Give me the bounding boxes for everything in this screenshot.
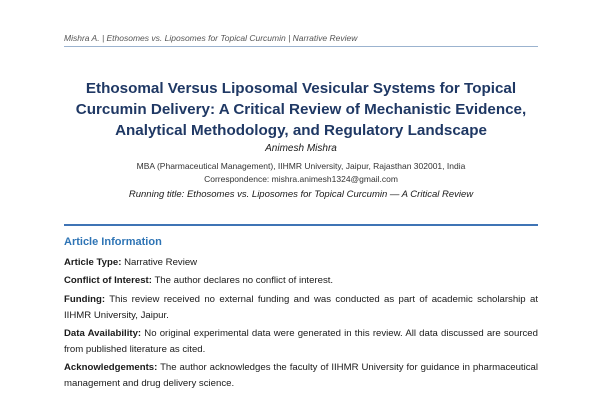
funding	[64, 292, 538, 324]
conflict-of-interest	[64, 273, 538, 289]
paper-title: Ethosomal Versus Liposomal Vesicular Systems for Topical Curcumin Delivery: A Critical Review of Mechanistic Evidence, Analytical Methodology, and Regulatory Landscape	[75, 80, 527, 139]
acknowledgements	[64, 360, 538, 392]
header-rule	[64, 46, 538, 47]
article-type-value: Narrative Review	[121, 257, 198, 268]
section-rule	[64, 224, 538, 226]
conflict-label: Conflict of Interest:	[64, 275, 152, 286]
funding-label: Funding:	[64, 294, 106, 305]
data-availability	[64, 326, 538, 358]
article-info-heading: Article Information	[64, 236, 162, 248]
data-availability-value: No original experimental data were generated in this review. All data discussed are sourced from published literature as cited.	[64, 328, 538, 355]
acknowledgements-label: Acknowledgements:	[64, 362, 158, 373]
running-header: Mishra A. | Ethosomes vs. Liposomes for Topical Curcumin | Narrative Review	[64, 33, 358, 43]
correspondence: Correspondence: mishra.animesh1324@gmail.com	[204, 174, 398, 184]
author-affiliation: MBA (Pharmaceutical Management), IIHMR University, Jaipur, Rajasthan 302001, India	[136, 161, 466, 171]
article-type	[64, 255, 538, 271]
data-availability-label: Data Availability:	[64, 328, 142, 339]
author-name: Animesh Mishra	[265, 143, 337, 154]
running-title: Running title: Ethosomes vs. Liposomes for Topical Curcumin — A Critical Review	[128, 189, 474, 200]
article-type-label: Article Type:	[64, 257, 122, 268]
funding-value: This review received no external funding and was conducted as part of academic scholarship at IIHMR University, Jaipur.	[64, 294, 538, 321]
acknowledgements-value: The author acknowledges the faculty of IIHMR University for guidance in pharmaceutical management and drug delivery science.	[64, 362, 538, 389]
conflict-value: The author declares no conflict of interest.	[151, 275, 334, 286]
